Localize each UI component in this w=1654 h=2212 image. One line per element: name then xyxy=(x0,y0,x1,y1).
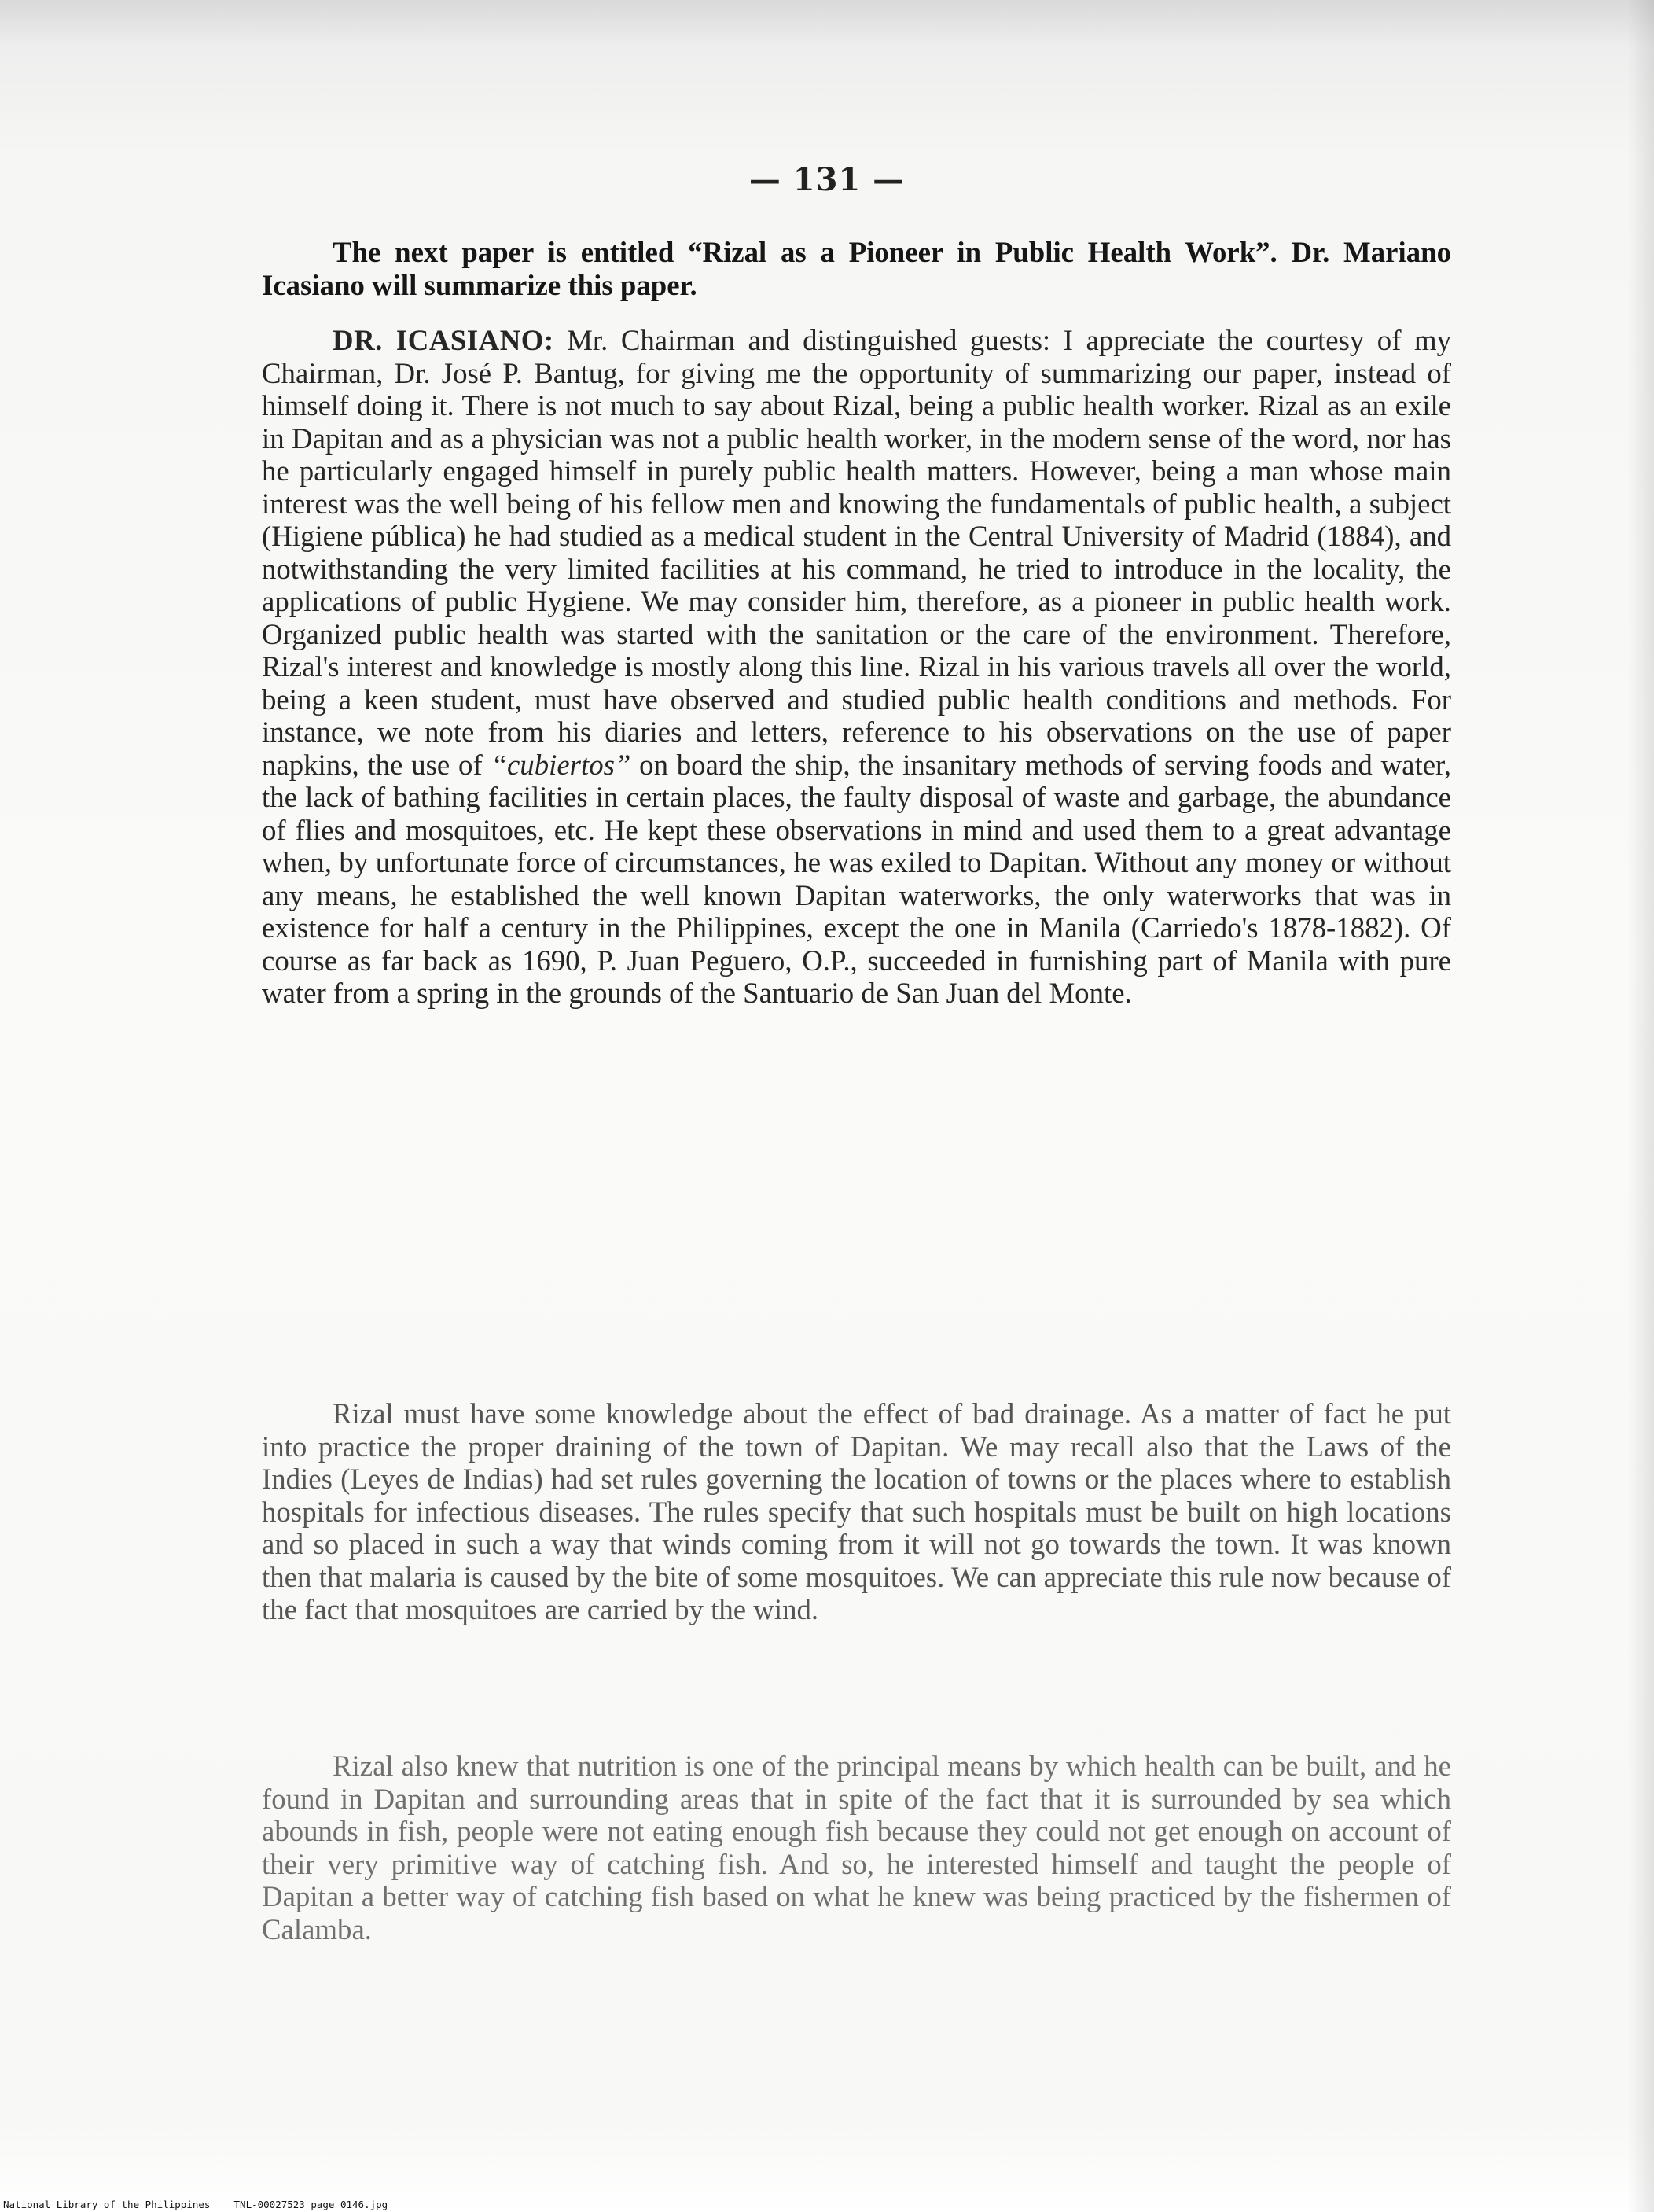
paragraph-icasiano-remarks xyxy=(262,324,1451,1010)
paragraph-icasiano-text xyxy=(262,324,1451,1010)
paragraph-drainage xyxy=(262,1397,1451,1626)
paragraph-nutrition-text: Rizal also knew that nutrition is one of the principal means by which health can be built, and he found in Dapitan and surrounding areas that in spite of the fact that it is surrounded by sea which abounds in fish, people were not eating enough fish because they could not get enough on account of their very primitive way of catching fish. And so, he interested himself and taught the people of Dapitan a better way of catching fish based on what he knew was being practiced by the fishermen of Calamba. xyxy=(262,1750,1451,1945)
paragraph-intro-text: The next paper is entitled “Rizal as a Pioneer in Public Health Work”. Dr. Mariano Icasiano will summarize this paper. xyxy=(262,236,1451,301)
footer-library-name: National Library of the Philippines xyxy=(3,2199,211,2210)
italic-term-cubiertos: “cubiertos” xyxy=(491,748,631,781)
footer-file-name: TNL-00027523_page_0146.jpg xyxy=(233,2199,388,2210)
paragraph-drainage-text: Rizal must have some knowledge about the effect of bad drainage. As a matter of fact he put into practice the proper draining of the town of Dapitan. We may recall also that the Laws of the Indies (Leyes de Indias) had set rules governing the location of towns or the places where to establish hospitals for infectious diseases. The rules specify that such hospitals must be built on high locations and so placed in such a way that winds coming from it will not go towards the town. It was known then that malaria is caused by the bite of some mosquitoes. We can appreciate this rule now because of the fact that mosquitoes are carried by the wind. xyxy=(262,1397,1451,1625)
scan-footer xyxy=(3,2199,388,2210)
paragraph-body-part-1: Mr. Chairman and distinguished guests: I appreciate the courtesy of my Chairman, Dr. José P. Bantug, for giving me the opportunity of summarizing our paper, instead of himself doing it. There is not much to say about Rizal, being a public health worker. Rizal as an exile in Dapitan and as a physician was not a public health worker, in the modern sense of the word, nor has he particularly engaged himself in purely public health matters. However, being a man whose main interest was the well being of his fellow men and knowing the fundamentals of public health, a subject (Higiene pública) he had studied as a medical student in the Central University of Madrid (1884), and notwithstanding the very limited facilities at his command, he tried to introduce in the locality, the applications of public Hygiene. We may consider him, therefore, as a pioneer in public health work. Organized public health was started with the sanitation or the care of the environment. Therefore, Rizal's interest and knowledge is mostly along this line. Rizal in his various travels all over the world, being a keen student, must have observed and studied public health conditions and methods. For instance, we note from his diaries and letters, reference to his observations on the use of paper napkins, the use of xyxy=(262,324,1451,781)
paragraph-nutrition xyxy=(262,1750,1451,1945)
scan-edge-shadow xyxy=(1627,0,1654,2212)
page-number: — 131 — xyxy=(748,161,906,198)
paragraph-body-part-2: on board the ship, the insanitary methods of serving foods and water, the lack of bathing facilities in certain places, the faulty disposal of waste and garbage, the abundance of flies and mosquitoes, etc. He kept these observations in mind and used them to a great advantage when, by unfortunate force of circumstances, he was exiled to Dapitan. Without any money or without any means, he established the well known Dapitan waterworks, the only waterworks that was in existence for half a century in the Philippines, except the one in Manila (Carriedo's 1878-1882). Of course as far back as 1690, P. Juan Peguero, O.P., succeeded in furnishing part of Manila with pure water from a spring in the grounds of the Santuario de San Juan del Monte. xyxy=(262,748,1452,1009)
speaker-name: DR. ICASIANO: xyxy=(333,324,554,356)
paragraph-intro xyxy=(262,236,1451,301)
